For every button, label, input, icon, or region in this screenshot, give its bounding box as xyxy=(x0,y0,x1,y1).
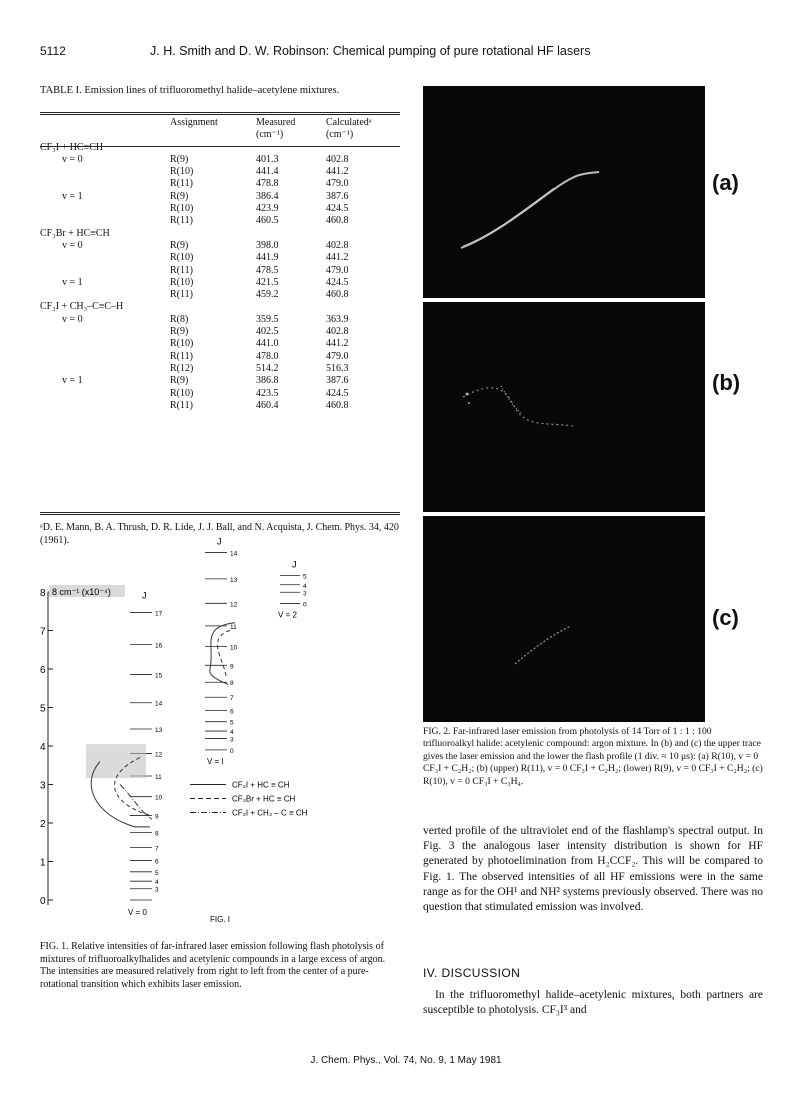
assignment-cell: R(10) xyxy=(170,252,194,264)
axis-label: 8 cm⁻¹ (x10⁻⁴) xyxy=(52,587,111,597)
energy-level-svg xyxy=(40,536,400,935)
laser-trace-b xyxy=(423,302,705,512)
profile-curve-v1-solid xyxy=(210,623,235,688)
level-label-v1: 0 xyxy=(230,747,234,755)
table-row xyxy=(40,178,400,190)
assignment-cell: R(10) xyxy=(170,338,194,350)
level-label-v0: 7 xyxy=(155,845,159,853)
table-row xyxy=(40,363,400,375)
level-label-v0: 4 xyxy=(155,879,159,887)
vibrational-level xyxy=(40,252,170,264)
level-label-v0: 3 xyxy=(155,886,159,894)
measured-cell: 401.3 xyxy=(256,153,279,165)
calculated-cell: 402.8 xyxy=(326,239,349,251)
table-bottom-rule xyxy=(40,512,400,515)
vibrational-level xyxy=(40,215,170,227)
calculated-cell: 460.8 xyxy=(326,289,349,301)
calculated-cell: 460.8 xyxy=(326,399,349,411)
calculated-cell: 424.5 xyxy=(326,387,349,399)
measured-cell: 423.5 xyxy=(256,387,279,399)
assignment-cell: R(12) xyxy=(170,362,194,374)
figure1-caption: FIG. 1. Relative intensities of far-infrared laser emission following flash photolysis of mixtures of trifluoroalkylhalides and acetylenic compounds in a large excess of argon. The intensities are measured relatively from right to left from the center of a pure-rotational transition which exhibits laser emission. xyxy=(40,941,386,990)
level-label-v1: 13 xyxy=(230,576,238,584)
calculated-cell: 363.9 xyxy=(326,313,349,325)
level-label-v1: 14 xyxy=(230,550,238,558)
running-title: J. H. Smith and D. W. Robinson: Chemical pumping of pure rotational HF lasers xyxy=(150,44,591,58)
vibrational-level: v = 0 xyxy=(62,153,83,165)
level-label-v2: 5 xyxy=(303,573,307,581)
photo-panel-c xyxy=(423,516,705,722)
table-row xyxy=(40,203,400,215)
table-group-row xyxy=(40,228,400,240)
level-label-v0: 8 xyxy=(155,830,159,838)
calculated-cell: 441.2 xyxy=(326,338,349,350)
page-number: 5112 xyxy=(40,44,66,58)
v1-label: V = I xyxy=(207,756,224,766)
calculated-cell: 479.0 xyxy=(326,264,349,276)
system-label: CF₃I + HC≡CH xyxy=(40,141,104,153)
table-row xyxy=(40,314,400,326)
vibrational-level: v = 0 xyxy=(62,313,83,325)
level-label-v1: 4 xyxy=(230,729,234,737)
table-row xyxy=(40,166,400,178)
table-row xyxy=(40,240,400,252)
level-label-v0: 13 xyxy=(155,727,163,735)
section-heading: IV. DISCUSSION xyxy=(423,966,521,980)
table-row xyxy=(40,400,400,412)
col-unit-assignment xyxy=(170,129,256,141)
assignment-cell: R(9) xyxy=(170,190,189,202)
measured-cell: 359.5 xyxy=(256,313,279,325)
y-tick-label: 2 xyxy=(40,819,46,830)
y-tick-label: 7 xyxy=(40,626,46,638)
level-label-v0: 5 xyxy=(155,869,159,877)
measured-cell: 421.5 xyxy=(256,276,279,288)
col-unit-system xyxy=(40,129,170,141)
calculated-cell: 516.3 xyxy=(326,362,349,374)
table-row xyxy=(40,154,400,166)
measured-cell: 386.8 xyxy=(256,375,279,387)
level-label-v0: 6 xyxy=(155,858,159,866)
table-row xyxy=(40,265,400,277)
vibrational-level xyxy=(40,166,170,178)
vibrational-level xyxy=(40,400,170,412)
measured-cell: 514.2 xyxy=(256,362,279,374)
measured-cell: 398.0 xyxy=(256,239,279,251)
calculated-cell: 441.2 xyxy=(326,252,349,264)
assignment-cell: R(11) xyxy=(170,178,193,190)
measured-cell: 441.0 xyxy=(256,338,279,350)
legend-entry: CF₃I + CH₃ – C ≡ CH xyxy=(232,808,308,818)
level-label-v0: 15 xyxy=(155,672,163,680)
table-row xyxy=(40,388,400,400)
system-label: CF₃I + CH₃–C≡C–H xyxy=(40,301,124,313)
assignment-cell: R(9) xyxy=(170,375,189,387)
col-unit-measured: (cm⁻¹) xyxy=(256,129,284,141)
journal-footer: J. Chem. Phys., Vol. 74, No. 9, 1 May 1981 xyxy=(310,1055,502,1066)
body-paragraph-1: verted profile of the ultraviolet end of the flashlamp's spectral output. In Fig. 3 the analogous laser intensity distribution is shown for HF generated by photoelimination from H₂CCF₂. This will be compared to Fig. 1. The observed intensities of all HF emissions were in the same range as for the OH¹ and NH² systems previously observed. There was no question that stimulated emission was involved. xyxy=(423,825,763,914)
table-row xyxy=(40,351,400,363)
energy-level-diagram xyxy=(40,536,400,935)
panel-label-a: (a) xyxy=(712,170,739,195)
assignment-cell: R(9) xyxy=(170,239,189,251)
measured-cell: 459.2 xyxy=(256,289,279,301)
table-group-row xyxy=(40,301,400,313)
assignment-cell: R(11) xyxy=(170,289,193,301)
col-header-system xyxy=(40,117,170,129)
y-tick-label: 3 xyxy=(40,780,46,792)
calculated-cell: 402.8 xyxy=(326,153,349,165)
col-header-calculated: Calculatedᵃ xyxy=(326,117,372,128)
assignment-cell: R(10) xyxy=(170,203,194,215)
assignment-cell: R(9) xyxy=(170,326,189,338)
table-footnote: ᵃD. E. Mann, B. A. Thrush, D. R. Lide, J. J. Ball, and N. Acquista, J. Chem. Phys. 34, 420 (1961). xyxy=(40,522,399,546)
panel-label-c: (c) xyxy=(712,605,739,630)
vibrational-level: v = 1 xyxy=(62,276,83,288)
col-unit-calculated: (cm⁻¹) xyxy=(326,129,354,141)
y-tick-label: 4 xyxy=(40,742,46,753)
level-label-v1: 6 xyxy=(230,708,234,716)
panel-label-b: (b) xyxy=(712,370,741,395)
vibrational-level xyxy=(40,289,170,301)
assignment-cell: R(10) xyxy=(170,276,194,288)
table-row xyxy=(40,326,400,338)
calculated-cell: 441.2 xyxy=(326,166,349,178)
vibrational-level: v = 1 xyxy=(62,375,83,387)
table-row xyxy=(40,191,400,203)
level-label-v2: 0 xyxy=(303,601,307,609)
figure-inner-label: FIG. I xyxy=(210,915,230,924)
y-tick-label: 8 xyxy=(40,588,46,599)
measured-cell: 478.0 xyxy=(256,350,279,362)
legend-entry: CF₃I + HC ≡ CH xyxy=(232,780,290,790)
table-row xyxy=(40,277,400,289)
vibrational-level: v = 1 xyxy=(62,190,83,202)
j-label-v0: J xyxy=(142,590,147,601)
photo-panel-b xyxy=(423,302,705,512)
profile-curve-v1-dashed xyxy=(217,631,230,677)
vibrational-level xyxy=(40,326,170,338)
calculated-cell: 387.6 xyxy=(326,190,349,202)
level-label-v0: 10 xyxy=(155,794,163,802)
assignment-cell: R(11) xyxy=(170,215,193,227)
assignment-cell: R(9) xyxy=(170,153,189,165)
level-label-v0: 11 xyxy=(155,773,162,781)
col-header-measured: Measured xyxy=(256,117,296,128)
level-label-v1: 5 xyxy=(230,719,234,727)
table-caption: TABLE I. Emission lines of trifluoromethyl halide–acetylene mixtures. xyxy=(40,85,340,96)
v2-label: V = 2 xyxy=(278,610,297,620)
assignment-cell: R(11) xyxy=(170,350,193,362)
table-group-row xyxy=(40,142,400,154)
vibrational-level xyxy=(40,178,170,190)
vibrational-level xyxy=(40,265,170,277)
photo-panel-a xyxy=(423,86,705,298)
level-label-v2: 4 xyxy=(303,582,307,590)
level-label-v0: 12 xyxy=(155,751,163,759)
measured-cell: 478.8 xyxy=(256,178,279,190)
measured-cell: 460.4 xyxy=(256,399,279,411)
vibrational-level xyxy=(40,203,170,215)
calculated-cell: 402.8 xyxy=(326,326,349,338)
figure2-caption: FIG. 2. Far-infrared laser emission from photolysis of 14 Torr of 1 : 1 : 100 trifluoroalkyl halide: acetylenic compound: argon mixture. In (b) and (c) the upper trace gives the laser emission and the lower the flash profile (1 div. ≈ 10 μs): (a) R(10), v = 0 CF₃I + C₂H₂; (b) (upper) R(11), v = 0 CF₃I + C₂H₂; (lower) R(9), v = 0 CF₃I + C₂H₂; (c) R(10), v = 0 CF₃I + C₃H₄. xyxy=(423,726,763,787)
y-tick-label: 6 xyxy=(40,665,46,676)
level-label-v1: 11 xyxy=(230,623,237,631)
laser-trace-a xyxy=(423,86,705,298)
level-label-v0: 16 xyxy=(155,642,163,650)
table-row xyxy=(40,252,400,264)
calculated-cell: 424.5 xyxy=(326,276,349,288)
vibrational-level xyxy=(40,351,170,363)
level-label-v1: 7 xyxy=(230,695,234,703)
calculated-cell: 424.5 xyxy=(326,203,349,215)
assignment-cell: R(11) xyxy=(170,399,193,411)
vibrational-level xyxy=(40,338,170,350)
table-row xyxy=(40,215,400,227)
col-header-assignment: Assignment xyxy=(170,117,218,128)
vibrational-level: v = 0 xyxy=(62,239,83,251)
vibrational-level xyxy=(40,363,170,375)
level-label-v1: 8 xyxy=(230,680,234,688)
emission-lines-table xyxy=(40,117,400,412)
measured-cell: 478.5 xyxy=(256,264,279,276)
emission-shading xyxy=(86,744,146,778)
j-label-v2: J xyxy=(292,559,297,570)
level-label-v1: 10 xyxy=(230,644,238,652)
level-label-v1: 12 xyxy=(230,601,238,609)
v0-label: V = 0 xyxy=(128,908,147,917)
calculated-cell: 387.6 xyxy=(326,375,349,387)
table-top-rule xyxy=(40,112,400,115)
table-row xyxy=(40,289,400,301)
measured-cell: 423.9 xyxy=(256,203,279,215)
level-label-v2: 3 xyxy=(303,590,307,598)
vibrational-level xyxy=(40,388,170,400)
assignment-cell: R(11) xyxy=(170,264,193,276)
table-row xyxy=(40,375,400,387)
level-label-v1: 9 xyxy=(230,663,234,671)
measured-cell: 441.9 xyxy=(256,252,279,264)
measured-cell: 441.4 xyxy=(256,166,279,178)
level-label-v0: 14 xyxy=(155,700,163,708)
assignment-cell: R(10) xyxy=(170,166,194,178)
y-tick-label: 0 xyxy=(40,896,46,907)
y-tick-label: 5 xyxy=(40,703,46,715)
measured-cell: 386.4 xyxy=(256,190,279,202)
j-label-v1: J xyxy=(217,536,222,547)
level-label-v0: 9 xyxy=(155,813,159,821)
calculated-cell: 460.8 xyxy=(326,215,349,227)
measured-cell: 402.5 xyxy=(256,326,279,338)
level-label-v1: 3 xyxy=(230,736,234,744)
table-header-rule xyxy=(40,146,400,147)
body-paragraph-2: In the trifluoromethyl halide–acetylenic mixtures, both partners are susceptible to photolysis. CF₃I³ and xyxy=(423,989,763,1017)
system-label: CF₃Br + HC≡CH xyxy=(40,227,110,239)
assignment-cell: R(8) xyxy=(170,313,189,325)
laser-trace-c xyxy=(423,516,705,722)
y-tick-label: 1 xyxy=(40,857,46,869)
measured-cell: 460.5 xyxy=(256,215,279,227)
calculated-cell: 479.0 xyxy=(326,178,349,190)
assignment-cell: R(10) xyxy=(170,387,194,399)
level-label-v0: 17 xyxy=(155,610,163,618)
calculated-cell: 479.0 xyxy=(326,350,349,362)
legend-entry: CF₃Br + HC ≡ CH xyxy=(232,794,296,804)
table-row xyxy=(40,338,400,350)
